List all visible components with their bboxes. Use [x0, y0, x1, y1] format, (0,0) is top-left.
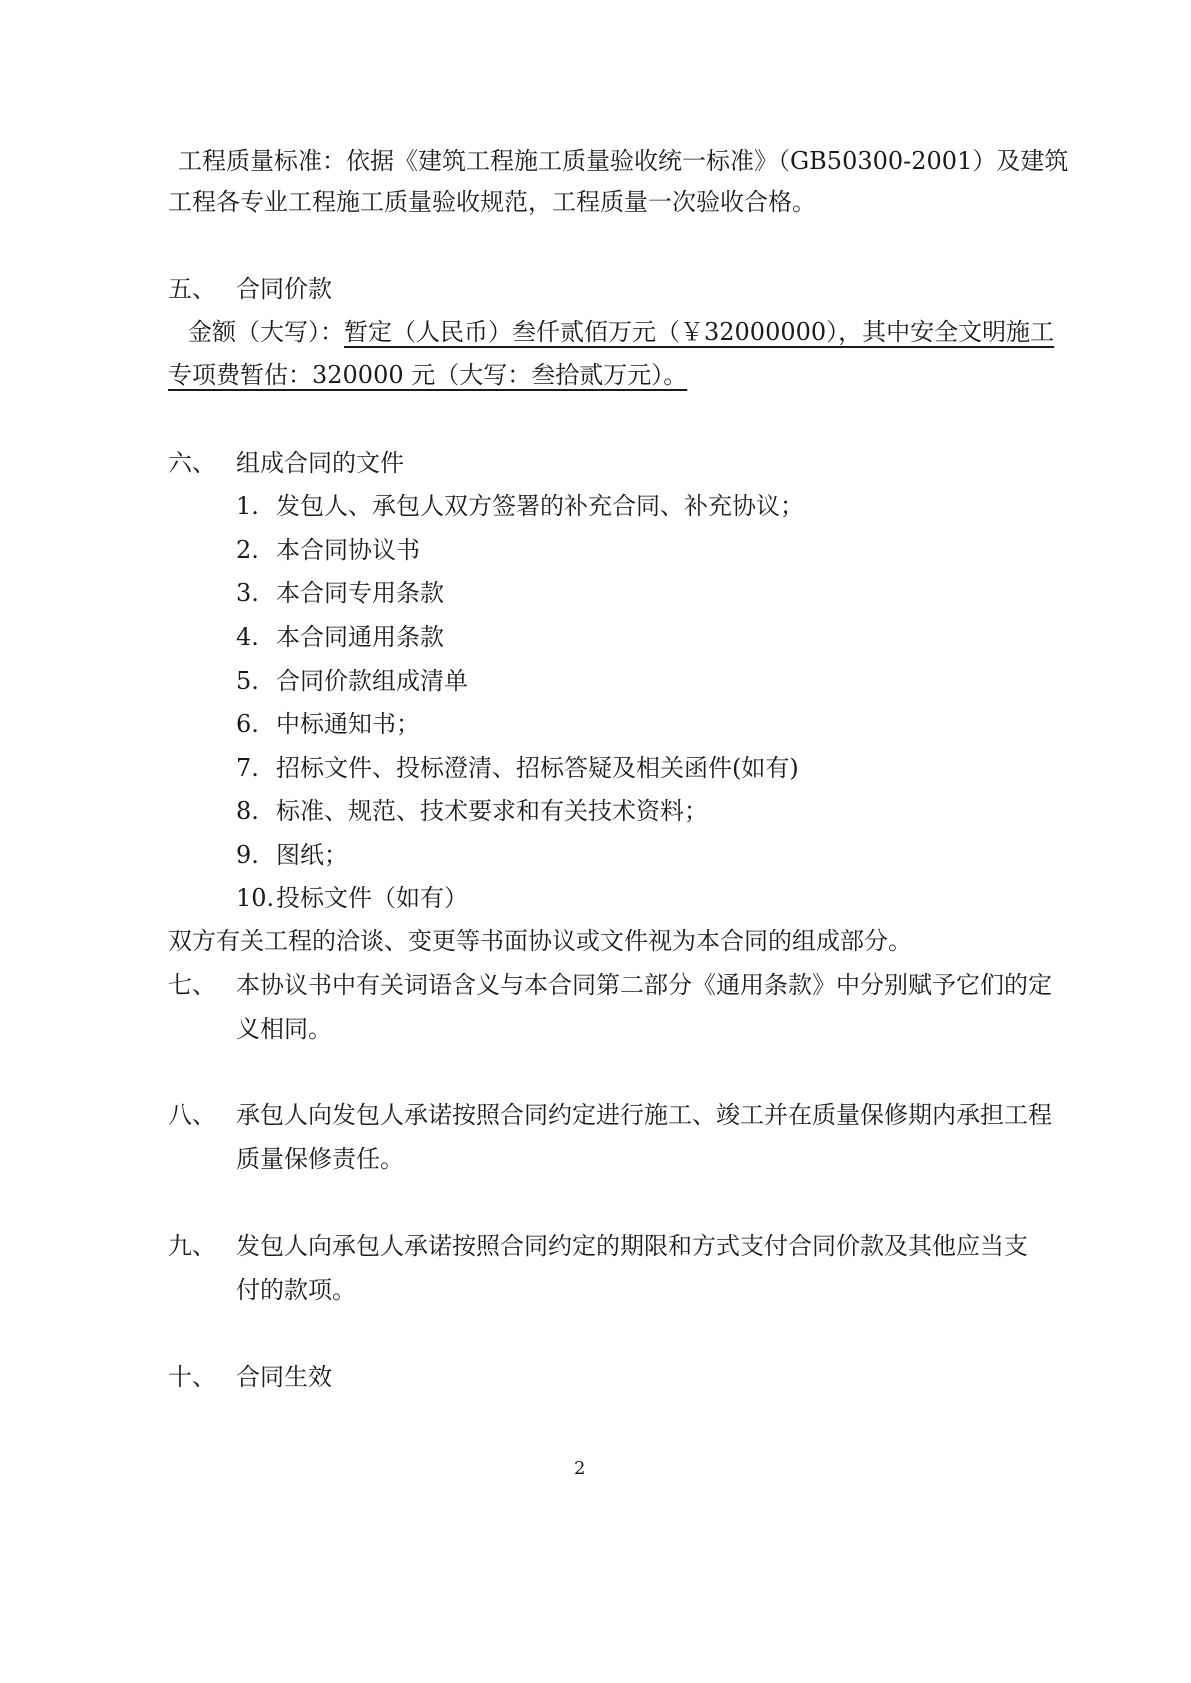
section-10-title: 合同生效: [236, 1363, 332, 1391]
section-5-number: 五、: [168, 275, 216, 303]
amount-label: 金额（大写）：: [188, 318, 344, 346]
section-5-title: 合同价款: [236, 275, 332, 303]
doc-item: 图纸；: [276, 841, 348, 869]
doc-item-number: 7.: [236, 754, 259, 782]
doc-item-number: 6.: [236, 710, 259, 738]
section-9-line-2: 付的款项。: [236, 1276, 356, 1304]
page-number: 2: [574, 1458, 586, 1479]
section-7-line-2: 义相同。: [236, 1015, 332, 1043]
doc-item-number: 2.: [236, 536, 259, 564]
section-7-number: 七、: [168, 971, 216, 999]
doc-item: 本合同专用条款: [276, 579, 444, 607]
contract-amount-line-1: [188, 316, 1054, 348]
doc-item-number: 4.: [236, 623, 259, 651]
section-8-line-2: 质量保修责任。: [236, 1145, 404, 1173]
doc-item: 本合同通用条款: [276, 623, 444, 651]
contract-amount-line-2: 专项费暂估：320000 元（大写：叁拾贰万元）。: [168, 361, 688, 389]
section-9-line-1: 发包人向承包人承诺按照合同约定的期限和方式支付合同价款及其他应当支: [236, 1232, 1028, 1260]
section-10-number: 十、: [168, 1363, 216, 1391]
doc-item: 发包人、承包人双方签署的补充合同、补充协议；: [276, 492, 804, 520]
doc-item-number: 1.: [236, 492, 259, 520]
doc-item: 标准、规范、技术要求和有关技术资料；: [276, 797, 708, 825]
section-8-number: 八、: [168, 1101, 216, 1129]
doc-item: 本合同协议书: [276, 536, 420, 564]
amount-value-1: 暂定（人民币）叁仟贰佰万元（￥32000000），其中安全文明施工: [344, 318, 1055, 346]
doc-item: 招标文件、投标澄清、招标答疑及相关函件(如有): [276, 754, 799, 782]
doc-item: 投标文件（如有）: [276, 884, 468, 912]
doc-item-number: 10.: [236, 884, 275, 912]
doc-item-number: 3.: [236, 579, 259, 607]
doc-item: 中标通知书；: [276, 710, 420, 738]
quality-standard-line-2: 工程各专业工程施工质量验收规范，工程质量一次验收合格。: [168, 188, 816, 216]
section-6-title: 组成合同的文件: [236, 449, 404, 477]
section-8-line-1: 承包人向发包人承诺按照合同约定进行施工、竣工并在质量保修期内承担工程: [236, 1101, 1052, 1129]
section-9-number: 九、: [168, 1232, 216, 1260]
doc-item-number: 8.: [236, 797, 259, 825]
section-7-line-1: 本协议书中有关词语含义与本合同第二部分《通用条款》中分别赋予它们的定: [236, 971, 1052, 999]
doc-item-number: 5.: [236, 667, 259, 695]
quality-standard-line-1: 工程质量标准：依据《建筑工程施工质量验收统一标准》（GB50300-2001）及建筑: [178, 147, 1069, 175]
doc-item: 合同价款组成清单: [276, 667, 468, 695]
section-6-closing: 双方有关工程的洽谈、变更等书面协议或文件视为本合同的组成部分。: [168, 927, 912, 955]
section-6-number: 六、: [168, 449, 216, 477]
doc-item-number: 9.: [236, 841, 259, 869]
